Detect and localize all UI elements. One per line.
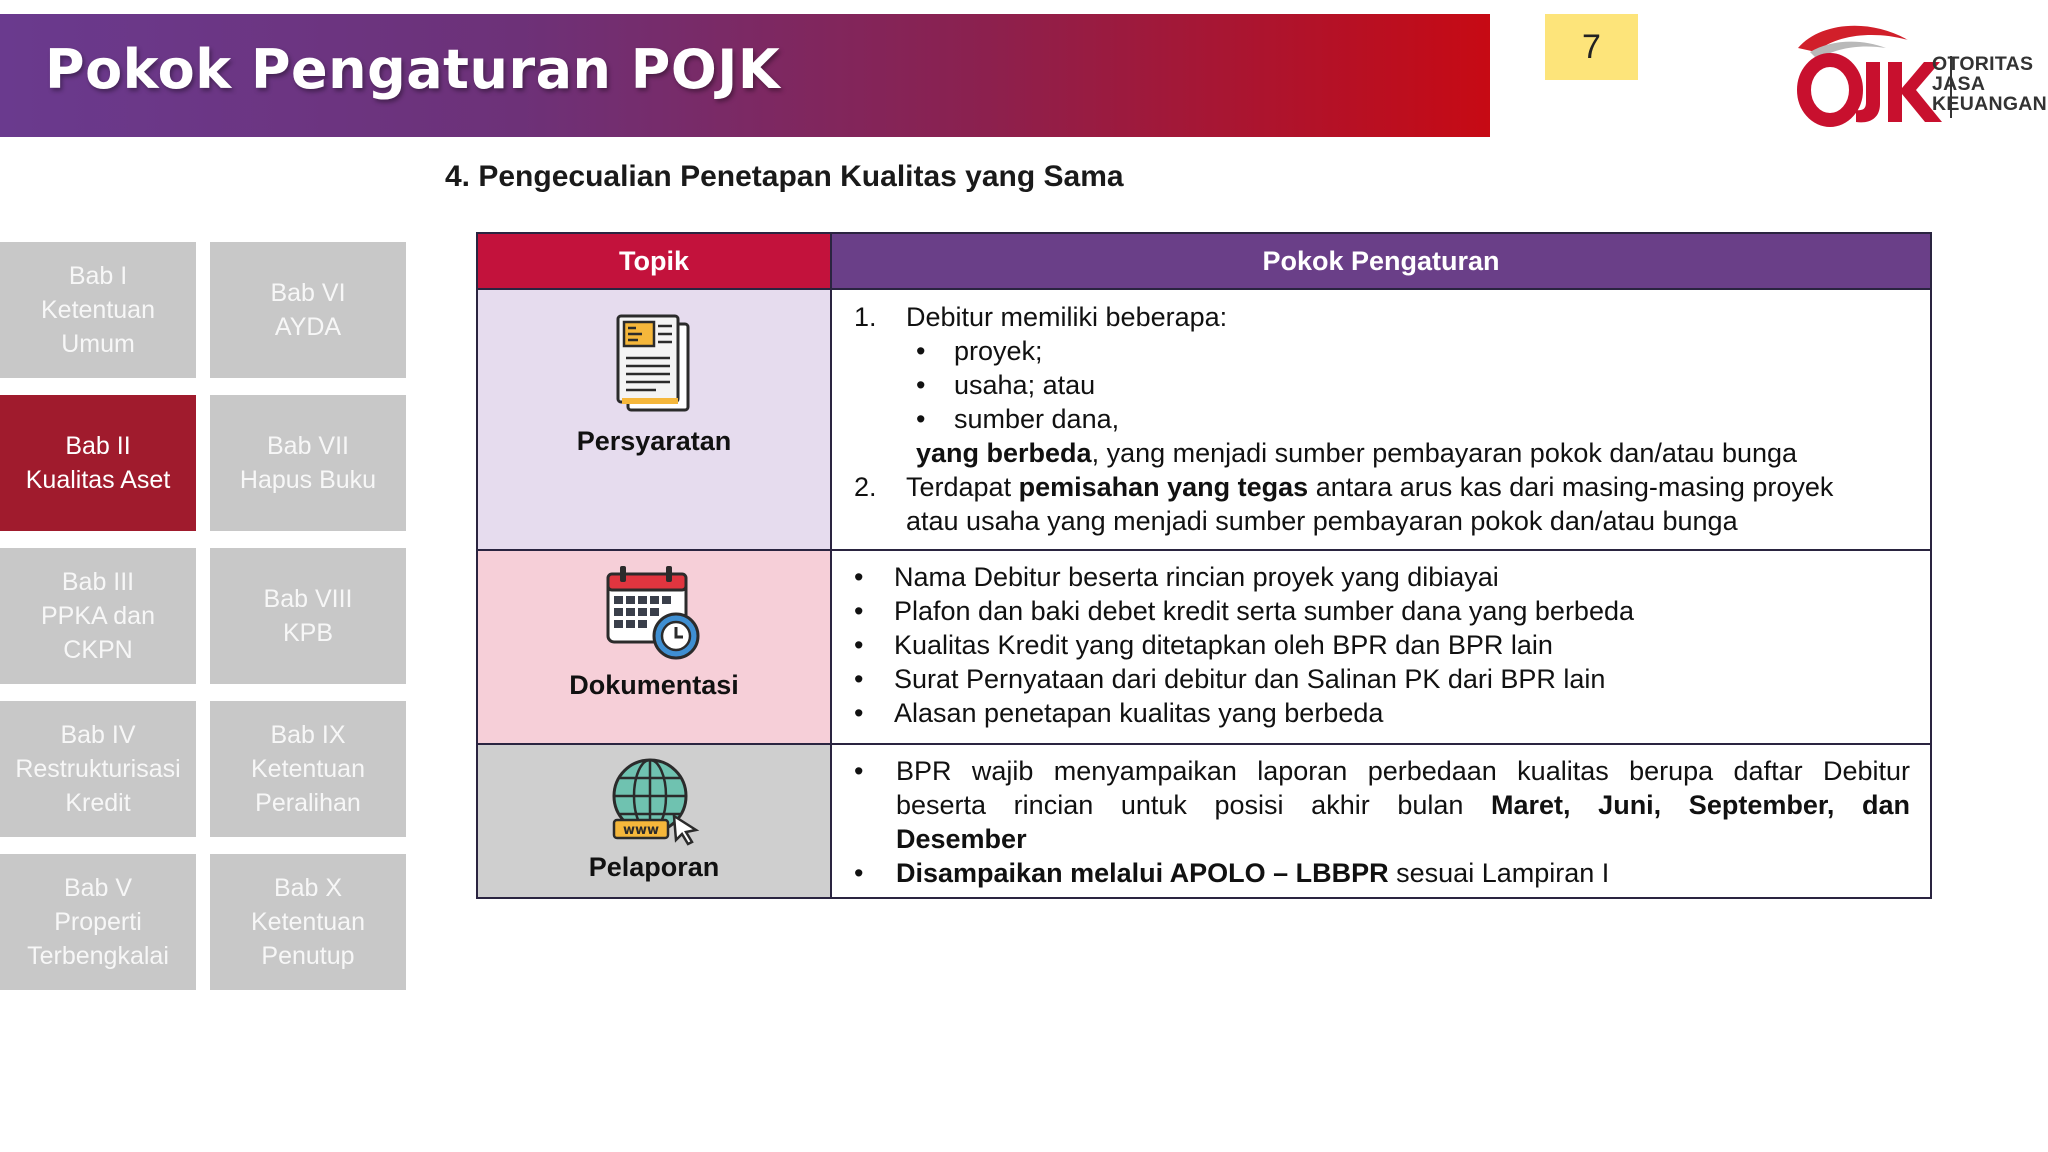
item-number: 2. <box>854 472 877 502</box>
table-header-topic: Topik <box>478 234 830 288</box>
bullet-text-line <box>896 788 1910 822</box>
bold-text: Desember <box>896 824 1027 854</box>
nav-tile-line: Bab VI <box>270 279 346 307</box>
logo-text-line: KEUANGAN <box>1932 93 2048 115</box>
nav-tile-line: Ketentuan <box>251 908 365 936</box>
numbered-item <box>854 300 1910 334</box>
content-persyaratan <box>832 300 1930 538</box>
topic-label: Pelaporan <box>588 852 720 882</box>
nav-tile-line: Bab II <box>65 432 131 460</box>
bold-text: Disampaikan melalui APOLO – LBBPR <box>896 858 1389 888</box>
content-pelaporan <box>832 754 1930 890</box>
nav-tile-line: Kredit <box>65 789 131 817</box>
nav-tile-line: Restrukturisasi <box>15 755 181 783</box>
bullet-item <box>854 560 1930 594</box>
bullet-text: Kualitas Kredit yang ditetapkan oleh BPR dan BPR lain <box>894 630 1553 660</box>
bullet-icon: • <box>854 698 864 728</box>
nav-tile-line: Bab I <box>68 262 128 290</box>
page-title: Pokok Pengaturan POJK <box>45 38 781 101</box>
sub-bullet-text: proyek; <box>954 336 1043 366</box>
nav-tile-line: PPKA dan <box>41 602 155 630</box>
nav-tile-line: Ketentuan <box>41 296 155 324</box>
bold-text: Maret, Juni, September, dan <box>1491 790 1910 820</box>
bullet-text: Plafon dan baki debet kredit serta sumber dana yang berbeda <box>894 596 1634 626</box>
globe-www-icon <box>604 754 704 850</box>
bold-text: yang berbeda <box>916 438 1092 468</box>
bullet-item <box>854 754 1910 856</box>
item-text: Debitur memiliki beberapa: <box>906 302 1228 332</box>
bullet-text: sesuai Lampiran I <box>1388 858 1610 888</box>
item-text: Terdapat <box>906 472 1019 502</box>
item-text: , yang menjadi sumber pembayaran pokok dan/atau bunga <box>1091 438 1798 468</box>
page-number-badge: 7 <box>1545 14 1638 80</box>
nav-tile-line: Umum <box>61 330 135 358</box>
nav-tile-line: Hapus Buku <box>239 466 377 494</box>
nav-tile-bab-4[interactable] <box>0 701 196 837</box>
item-text: atau usaha yang menjadi sumber pembayaran pokok dan/atau bunga <box>906 506 1738 536</box>
sub-bullet <box>854 368 1910 402</box>
nav-tile-line: Bab V <box>63 874 133 902</box>
nav-tile-line: Bab VIII <box>263 585 353 613</box>
item-text-line <box>854 436 1910 470</box>
table-divider <box>478 288 1930 290</box>
topic-dokumentasi <box>478 564 830 701</box>
bullet-text-line <box>896 822 1910 856</box>
nav-tile-line: Peralihan <box>255 789 361 817</box>
nav-tile-line: Bab VII <box>267 432 349 460</box>
bullet-text: BPR wajib menyampaikan laporan perbedaan kualitas berupa daftar Debitur <box>896 756 1910 786</box>
nav-tile-bab-3[interactable] <box>0 548 196 684</box>
nav-tile-bab-5[interactable] <box>0 854 196 990</box>
item-text-line <box>854 504 1910 538</box>
nav-tile-bab-10[interactable] <box>210 854 406 990</box>
table-divider <box>478 743 1930 745</box>
numbered-item <box>854 470 1910 504</box>
nav-tile-bab-1[interactable] <box>0 242 196 378</box>
bullet-icon: • <box>916 370 926 400</box>
bullet-text-block <box>896 754 1910 856</box>
bullet-icon: • <box>854 562 864 592</box>
bullet-text: beserta rincian untuk posisi akhir bulan <box>896 790 1464 820</box>
topic-pelaporan <box>478 754 830 883</box>
nav-tile-line: KPB <box>282 619 334 647</box>
bullet-item <box>854 662 1930 696</box>
bold-text: pemisahan yang tegas <box>1018 472 1309 502</box>
nav-tile-line: Bab X <box>273 874 343 902</box>
nav-tile-line: Bab IV <box>60 721 136 749</box>
logo-text-line: OTORITAS <box>1932 53 2034 75</box>
nav-tile-line: Bab IX <box>270 721 346 749</box>
topic-label: Dokumentasi <box>569 670 739 700</box>
sub-bullet-text: usaha; atau <box>954 370 1096 400</box>
bullet-icon: • <box>854 756 864 786</box>
sub-bullet-text: sumber dana, <box>954 404 1120 434</box>
nav-tile-line: Kualitas Aset <box>25 466 171 494</box>
regulation-table <box>476 232 1932 899</box>
sub-bullet <box>854 334 1910 368</box>
bullet-item <box>854 856 1910 890</box>
nav-tile-bab-9[interactable] <box>210 701 406 837</box>
www-label: www <box>622 823 660 838</box>
nav-tile-bab-6[interactable] <box>210 242 406 378</box>
item-text: antara arus kas dari masing-masing proyek <box>1308 472 1834 502</box>
nav-tile-line: Ketentuan <box>251 755 365 783</box>
bullet-item <box>854 628 1930 662</box>
calendar-clock-icon <box>604 564 704 664</box>
document-list-icon <box>614 312 694 416</box>
item-number: 1. <box>854 302 877 332</box>
nav-tile-bab-2[interactable] <box>0 395 196 531</box>
bullet-icon: • <box>916 336 926 366</box>
nav-tile-line: AYDA <box>274 313 342 341</box>
nav-tile-line: Bab III <box>61 568 135 596</box>
section-subtitle: 4. Pengecualian Penetapan Kualitas yang Sama <box>445 160 1124 193</box>
nav-tile-line: Terbengkalai <box>27 942 169 970</box>
bullet-icon: • <box>854 664 864 694</box>
bullet-icon: • <box>854 596 864 626</box>
nav-tile-bab-8[interactable] <box>210 548 406 684</box>
nav-tile-bab-7[interactable] <box>210 395 406 531</box>
sub-bullet <box>854 402 1910 436</box>
nav-tile-line: Penutup <box>261 942 355 970</box>
bullet-icon: • <box>854 630 864 660</box>
bullet-item <box>854 594 1930 628</box>
bullet-text: Surat Pernyataan dari debitur dan Salinan PK dari BPR lain <box>894 664 1606 694</box>
bullet-text: Alasan penetapan kualitas yang berbeda <box>894 698 1384 728</box>
topic-label: Persyaratan <box>576 426 732 456</box>
bullet-icon: • <box>916 404 926 434</box>
bullet-text: Nama Debitur beserta rincian proyek yang dibiayai <box>894 562 1499 592</box>
logo-text-line: JASA <box>1932 73 1986 95</box>
bullet-icon: • <box>854 858 864 888</box>
table-divider <box>478 549 1930 551</box>
content-dokumentasi <box>832 560 1930 730</box>
table-header-content: Pokok Pengaturan <box>832 234 1930 288</box>
logo-text <box>1932 54 2047 114</box>
topic-persyaratan <box>478 312 830 457</box>
nav-tile-line: CKPN <box>63 636 133 664</box>
bullet-item <box>854 696 1930 730</box>
nav-tile-line: Properti <box>54 908 142 936</box>
